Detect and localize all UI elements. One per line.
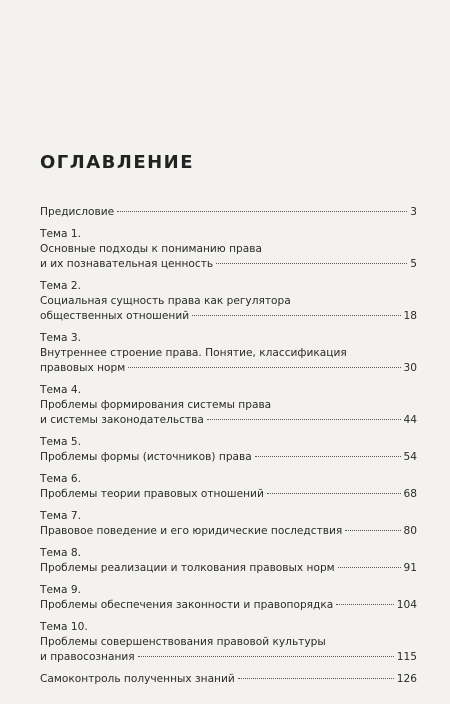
dot-leader xyxy=(338,567,401,568)
toc-topic-number: Тема 2. xyxy=(40,280,81,292)
toc-title-text: Проблемы теории правовых отношений xyxy=(40,488,264,500)
toc-title-text: Проблемы формы (источников) права xyxy=(40,451,252,463)
toc-entry xyxy=(40,279,417,324)
toc-page-number: 3 xyxy=(410,206,417,218)
toc-title-text: правовых норм xyxy=(40,362,126,374)
toc-entry xyxy=(40,509,417,539)
toc-page-number: 44 xyxy=(403,414,417,426)
toc-line xyxy=(40,524,417,539)
toc-line xyxy=(40,672,417,687)
toc-title-text: и правосознания xyxy=(40,651,135,663)
toc-entry xyxy=(40,435,417,465)
dot-leader xyxy=(267,493,401,494)
toc-topic-number: Тема 5. xyxy=(40,436,81,448)
toc-page-number: 104 xyxy=(396,599,417,611)
toc-entry xyxy=(40,546,417,576)
toc-title-text: Проблемы формирования системы права xyxy=(40,399,272,411)
toc-page-number: 54 xyxy=(403,451,417,463)
toc-entry xyxy=(40,583,417,613)
dot-leader xyxy=(207,419,401,420)
toc-entry xyxy=(40,620,417,665)
toc-line xyxy=(40,361,417,376)
toc-line xyxy=(40,598,417,613)
toc-entry xyxy=(40,227,417,272)
toc-title-text: Проблемы совершенствования правовой культуры xyxy=(40,636,326,648)
toc-topic-number: Тема 8. xyxy=(40,547,81,559)
table-of-contents xyxy=(40,205,417,694)
toc-entry xyxy=(40,331,417,376)
toc-topic-number: Тема 6. xyxy=(40,473,81,485)
toc-topic-number: Тема 10. xyxy=(40,621,88,633)
toc-line xyxy=(40,561,417,576)
toc-title-text: Правовое поведение и его юридические последствия xyxy=(40,525,343,537)
toc-page-number: 30 xyxy=(403,362,417,374)
toc-page-number: 18 xyxy=(403,310,417,322)
toc-title-text: Проблемы обеспечения законности и правопорядка xyxy=(40,599,334,611)
toc-page-number: 115 xyxy=(396,651,417,663)
toc-line xyxy=(40,450,417,465)
toc-title-text: и их познавательная ценность xyxy=(40,258,214,270)
toc-entry xyxy=(40,672,417,687)
toc-page-number: 68 xyxy=(403,488,417,500)
dot-leader xyxy=(128,367,400,368)
toc-title-text: Внутреннее строение права. Понятие, классификация xyxy=(40,347,347,359)
toc-entry xyxy=(40,383,417,428)
toc-topic-number: Тема 7. xyxy=(40,510,81,522)
toc-line xyxy=(40,257,417,272)
dot-leader xyxy=(216,263,407,264)
dot-leader xyxy=(138,656,394,657)
toc-title-text: общественных отношений xyxy=(40,310,190,322)
toc-topic-number: Тема 3. xyxy=(40,332,81,344)
toc-line xyxy=(40,635,417,650)
toc-line xyxy=(40,346,417,361)
toc-page-number: 5 xyxy=(410,258,417,270)
toc-entry xyxy=(40,205,417,220)
toc-title-text: Предисловие xyxy=(40,206,115,218)
dot-leader xyxy=(255,456,401,457)
toc-title-text: Основные подходы к пониманию права xyxy=(40,243,262,255)
toc-topic-number: Тема 1. xyxy=(40,228,81,240)
toc-title-text: Проблемы реализации и толкования правовых норм xyxy=(40,562,335,574)
toc-line xyxy=(40,294,417,309)
toc-title-text: и системы законодательства xyxy=(40,414,204,426)
dot-leader xyxy=(345,530,400,531)
toc-line xyxy=(40,309,417,324)
toc-line xyxy=(40,205,417,220)
toc-page-number: 91 xyxy=(403,562,417,574)
toc-page-number: 126 xyxy=(396,673,417,685)
dot-leader xyxy=(336,604,393,605)
toc-line xyxy=(40,398,417,413)
toc-title-text: Социальная сущность права как регулятора xyxy=(40,295,291,307)
page-title: ОГЛАВЛЕНИЕ xyxy=(40,152,195,173)
dot-leader xyxy=(238,678,394,679)
toc-entry xyxy=(40,472,417,502)
toc-line xyxy=(40,242,417,257)
toc-page-number: 80 xyxy=(403,525,417,537)
toc-topic-number: Тема 9. xyxy=(40,584,81,596)
toc-line xyxy=(40,650,417,665)
toc-title-text: Самоконтроль полученных знаний xyxy=(40,673,235,685)
toc-line xyxy=(40,487,417,502)
toc-line xyxy=(40,413,417,428)
dot-leader xyxy=(117,211,407,212)
dot-leader xyxy=(192,315,400,316)
toc-topic-number: Тема 4. xyxy=(40,384,81,396)
